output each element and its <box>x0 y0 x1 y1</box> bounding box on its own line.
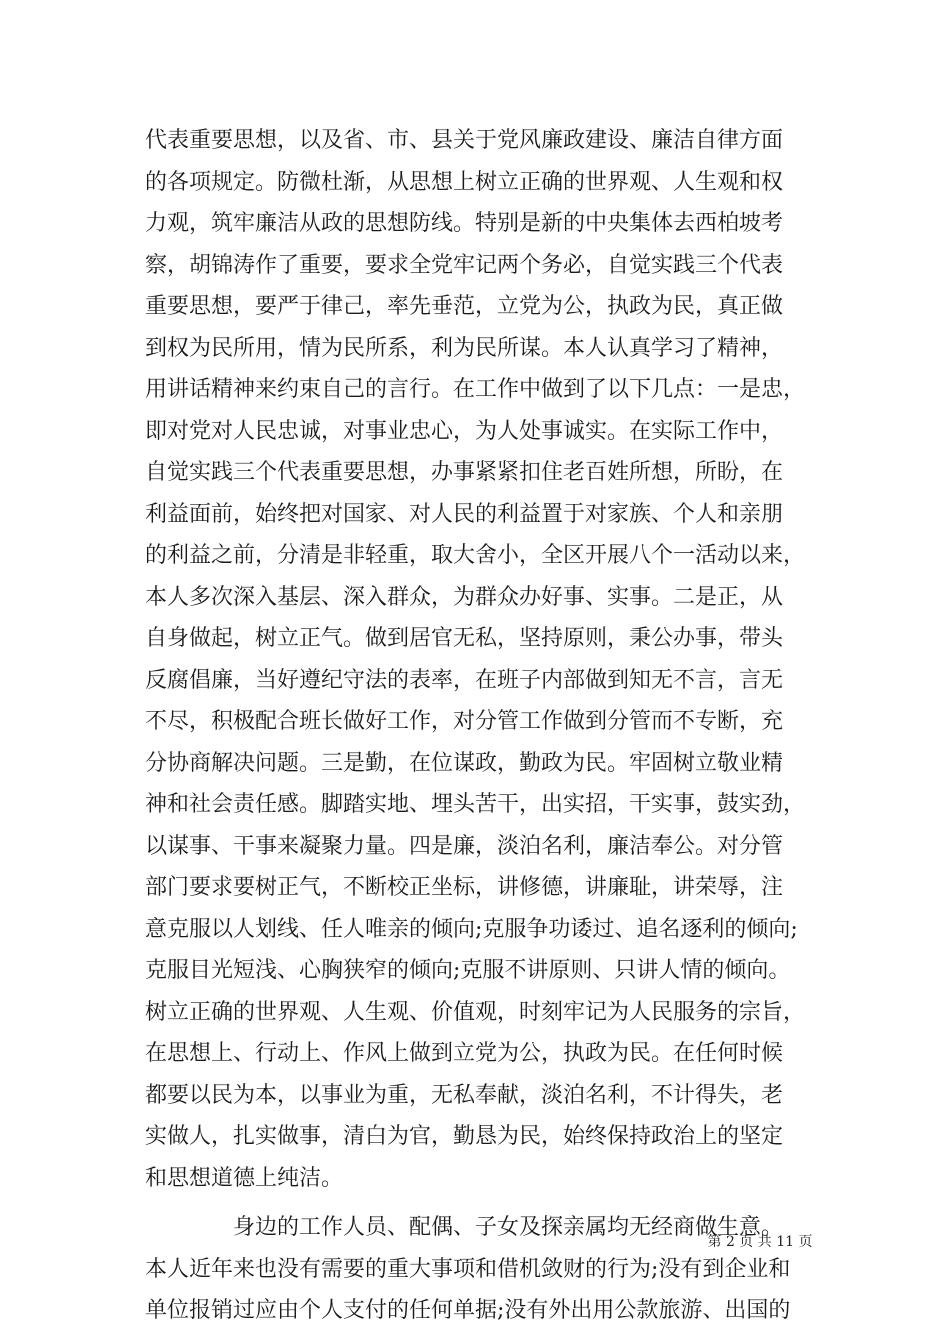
text-line: 部门要求要树正气，不断校正坐标，讲修德，讲廉耻，讲荣辱，注 <box>145 875 784 900</box>
text-line: 神和社会责任感。脚踏实地、埋头苦干，出实招，干实事，鼓实劲， <box>145 792 806 817</box>
text-line: 自身做起，树立正气。做到居官无私，坚持原则，秉公办事，带头 <box>145 626 784 651</box>
text-line: 的利益之前，分清是非轻重，取大舍小，全区开展八个一活动以来， <box>145 543 806 568</box>
text-line: 力观，筑牢廉洁从政的思想防线。特别是新的中央集体去西柏坡考 <box>145 211 784 236</box>
text-line: 都要以民为本，以事业为重，无私奉献，淡泊名利，不计得失，老 <box>145 1082 784 1108</box>
paragraph-1 <box>145 120 813 1199</box>
text-line: 的各项规定。防微杜渐，从思想上树立正确的世界观、人生观和权 <box>145 169 784 195</box>
text-line: 用讲话精神来约束自己的言行。在工作中做到了以下几点：一是忠， <box>145 377 806 402</box>
text-line: 克服目光短浅、心胸狭窄的倾向;克服不讲原则、只讲人情的倾向。 <box>145 958 791 983</box>
text-line: 不尽，积极配合班长做好工作，对分管工作做到分管而不专断，充 <box>145 709 784 734</box>
text-line: 意克服以人划线、任人唯亲的倾向;克服争功诿过、追名逐利的倾向; <box>145 916 798 942</box>
text-line: 代表重要思想，以及省、市、县关于党风廉政建设、廉洁自律方面 <box>145 128 784 153</box>
text-line: 分协商解决问题。三是勤，在位谋政，勤政为民。牢固树立敬业精 <box>145 750 784 776</box>
text-line: 利益面前，始终把对国家、对人民的利益置于对家族、个人和亲朋 <box>145 501 784 527</box>
text-line: 反腐倡廉，当好遵纪守法的表率，在班子内部做到知无不言，言无 <box>145 667 784 693</box>
text-line: 察，胡锦涛作了重要，要求全党牢记两个务必，自觉实践三个代表 <box>145 252 784 278</box>
text-line: 树立正确的世界观、人生观、价值观，时刻牢记为人民服务的宗旨， <box>145 999 806 1025</box>
text-line: 重要思想，要严于律己，率先垂范，立党为公，执政为民，真正做 <box>145 294 784 319</box>
text-line: 本人多次深入基层、深入群众，为群众办好事、实事。二是正，从 <box>145 584 784 610</box>
text-line: 单位报销过应由个人支付的任何单据;没有外出用公款旅游、出国的 <box>145 1298 791 1323</box>
text-line: 以谋事、干事来凝聚力量。四是廉，淡泊名利，廉洁奉公。对分管 <box>145 833 784 859</box>
text-line: 和思想道德上纯洁。 <box>145 1165 344 1191</box>
page-footer <box>0 1232 950 1252</box>
text-line: 即对党对人民忠诚，对事业忠心，为人处事诚实。在实际工作中， <box>145 418 784 444</box>
body-text <box>145 120 813 1332</box>
text-line: 实做人，扎实做事，清白为官，勤恳为民，始终保持政治上的坚定 <box>145 1124 784 1149</box>
text-line: 身边的工作人员、配偶、子女及探亲属均无经商做生意。 <box>145 1215 784 1240</box>
page-number: 第 2 页 共 11 页 <box>707 1234 813 1250</box>
text-line: 自觉实践三个代表重要思想，办事紧紧扣住老百姓所想，所盼，在 <box>145 460 784 485</box>
text-line: 本人近年来也没有需要的重大事项和借机敛财的行为;没有到企业和 <box>145 1256 791 1282</box>
paragraph-2 <box>145 1207 813 1332</box>
paragraph-gap <box>145 1199 813 1207</box>
text-line: 在思想上、行动上、作风上做到立党为公，执政为民。在任何时候 <box>145 1041 784 1066</box>
text-line: 到权为民所用，情为民所系，利为民所谋。本人认真学习了精神， <box>145 335 784 361</box>
